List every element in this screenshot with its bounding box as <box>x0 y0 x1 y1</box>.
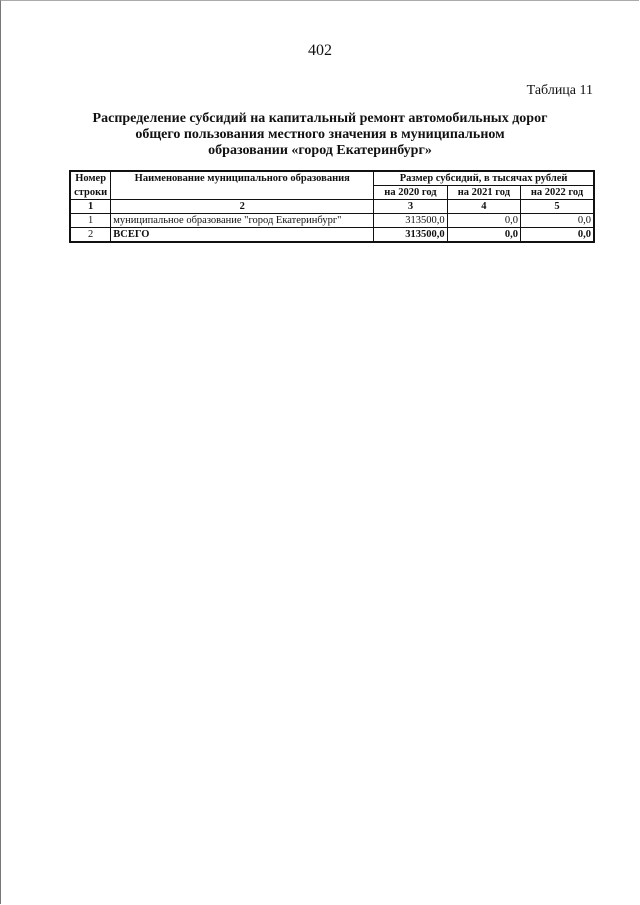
column-number-row <box>70 200 594 214</box>
column-number-5: 5 <box>521 200 594 214</box>
header-name: Наименование муниципального образования <box>111 171 374 200</box>
document-title <box>90 111 550 159</box>
title-line-2: общего пользования местного значения в муниципальном <box>135 127 505 142</box>
column-number-4: 4 <box>447 200 520 214</box>
header-amount-group: Размер субсидий, в тысячах рублей <box>374 171 594 186</box>
table-label: Таблица 11 <box>526 83 593 98</box>
total-value-2022: 0,0 <box>521 228 594 243</box>
subsidy-table <box>69 170 595 243</box>
total-row-number: 2 <box>70 228 111 243</box>
column-number-2: 2 <box>111 200 374 214</box>
header-row-1 <box>70 171 594 186</box>
row-value-2020: 313500,0 <box>374 214 447 228</box>
header-year-2020: на 2020 год <box>374 186 447 200</box>
header-row-number-line1: Номер <box>75 173 107 185</box>
total-row-name: ВСЕГО <box>111 228 374 243</box>
row-value-2022: 0,0 <box>521 214 594 228</box>
column-number-1: 1 <box>70 200 111 214</box>
row-name: муниципальное образование "город Екатеринбург" <box>111 214 374 228</box>
total-value-2020: 313500,0 <box>374 228 447 243</box>
row-value-2021: 0,0 <box>447 214 520 228</box>
page-number: 402 <box>308 42 332 59</box>
header-row-number <box>70 171 111 186</box>
title-line-1: Распределение субсидий на капитальный ремонт автомобильных дорог <box>92 111 548 126</box>
header-row-number-line2: строки <box>70 186 111 200</box>
title-line-3: образовании «город Екатеринбург» <box>208 143 432 158</box>
row-number: 1 <box>70 214 111 228</box>
total-value-2021: 0,0 <box>447 228 520 243</box>
table-row-total <box>70 228 594 243</box>
table-row <box>70 214 594 228</box>
header-year-2021: на 2021 год <box>447 186 520 200</box>
header-year-2022: на 2022 год <box>521 186 594 200</box>
column-number-3: 3 <box>374 200 447 214</box>
